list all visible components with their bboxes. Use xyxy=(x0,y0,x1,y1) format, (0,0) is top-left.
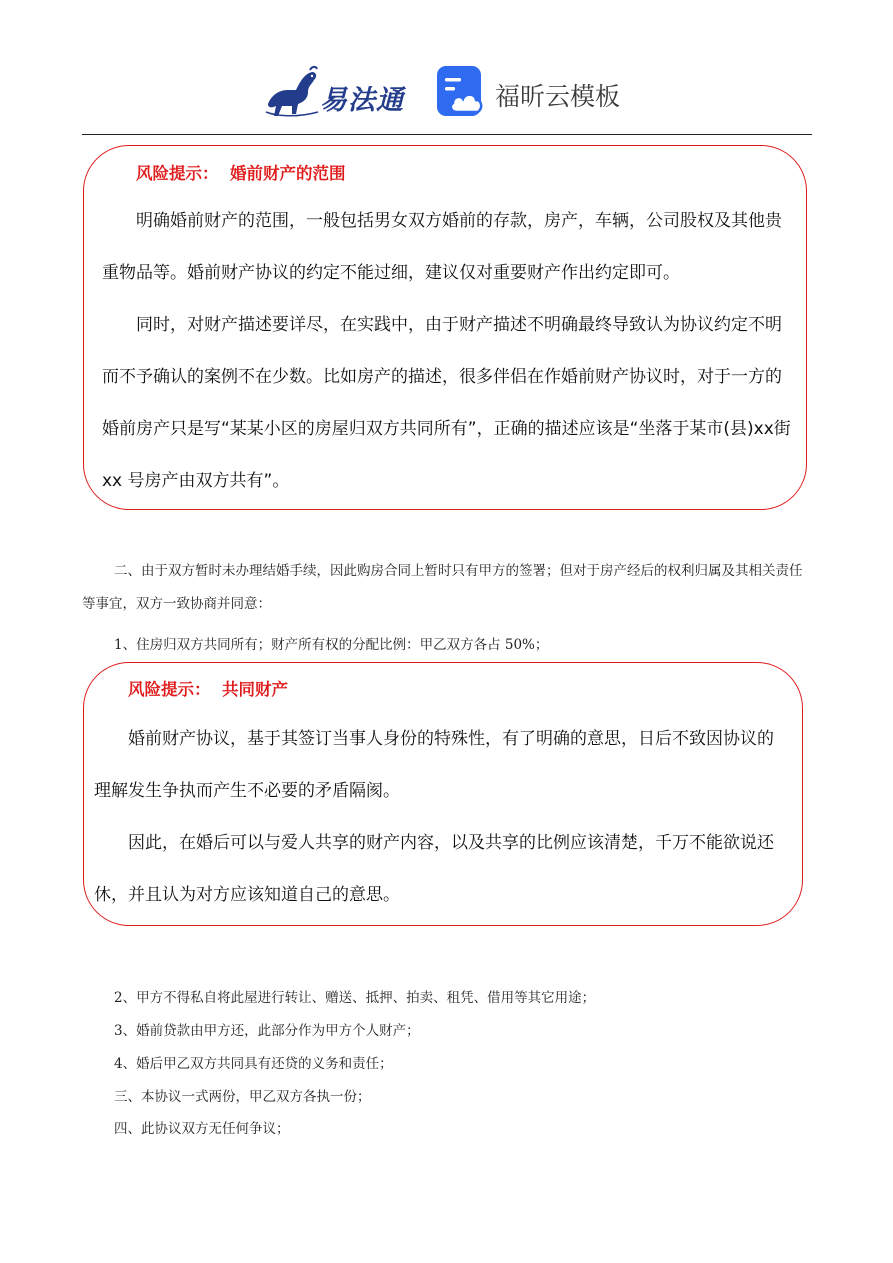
document-cloud-icon xyxy=(435,66,489,118)
qilin-horse-icon xyxy=(262,64,322,120)
clause-four: 四、此协议双方无任何争议； xyxy=(114,1121,290,1137)
clause-three: 三、本协议一式两份，甲乙双方各执一份； xyxy=(114,1089,371,1105)
foxit-template-logo xyxy=(435,66,621,122)
clause-item-2: 2、甲方不得私自将此屋进行转让、赠送、抵押、拍卖、租凭、借用等其它用途； xyxy=(114,990,596,1006)
risk-paragraph: 因此，在婚后可以与爱人共享的财产内容，以及共享的比例应该清楚，千万不能欲说还休，并且认为对方应该知道自己的意思。 xyxy=(94,833,774,905)
clause-item-4: 4、婚后甲乙双方共同具有还贷的义务和责任； xyxy=(114,1056,393,1072)
risk-title: 风险提示： 共同财产 xyxy=(128,680,288,699)
risk-title: 风险提示： 婚前财产的范围 xyxy=(136,164,346,183)
clause-two: 二、由于双方暂时未办理结婚手续，因此购房合同上暂时只有甲方的签署；但对于房产经后的权利归属及其相关责任等事宜，双方一致协商并同意： xyxy=(82,563,803,612)
risk-paragraph: 同时，对财产描述要详尽，在实践中，由于财产描述不明确最终导致认为协议约定不明而不予确认的案例不在少数。比如房产的描述，很多伴侣在作婚前财产协议时，对于一方的婚前房产只是写“某某小区的房屋归双方共同所有”，正确的描述应该是“坐落于某市(县)xx街 xx 号房产由双方共有”。 xyxy=(102,315,791,491)
risk-paragraph: 婚前财产协议，基于其签订当事人身份的特殊性，有了明确的意思，日后不致因协议的理解发生争执而产生不必要的矛盾隔阂。 xyxy=(94,729,774,801)
clause-item-1: 1、住房归双方共同所有；财产所有权的分配比例：甲乙双方各占 50%； xyxy=(114,637,549,653)
header-divider xyxy=(82,134,812,135)
yifatong-brand-text: 易法通 xyxy=(320,85,404,116)
foxit-brand-text: 福昕云模板 xyxy=(495,82,621,111)
risk-paragraph: 明确婚前财产的范围，一般包括男女双方婚前的存款，房产，车辆，公司股权及其他贵重物品等。婚前财产协议的约定不能过细，建议仅对重要财产作出约定即可。 xyxy=(102,211,782,283)
clause-item-3: 3、婚前贷款由甲方还，此部分作为甲方个人财产； xyxy=(114,1023,420,1039)
page-header xyxy=(0,58,893,124)
